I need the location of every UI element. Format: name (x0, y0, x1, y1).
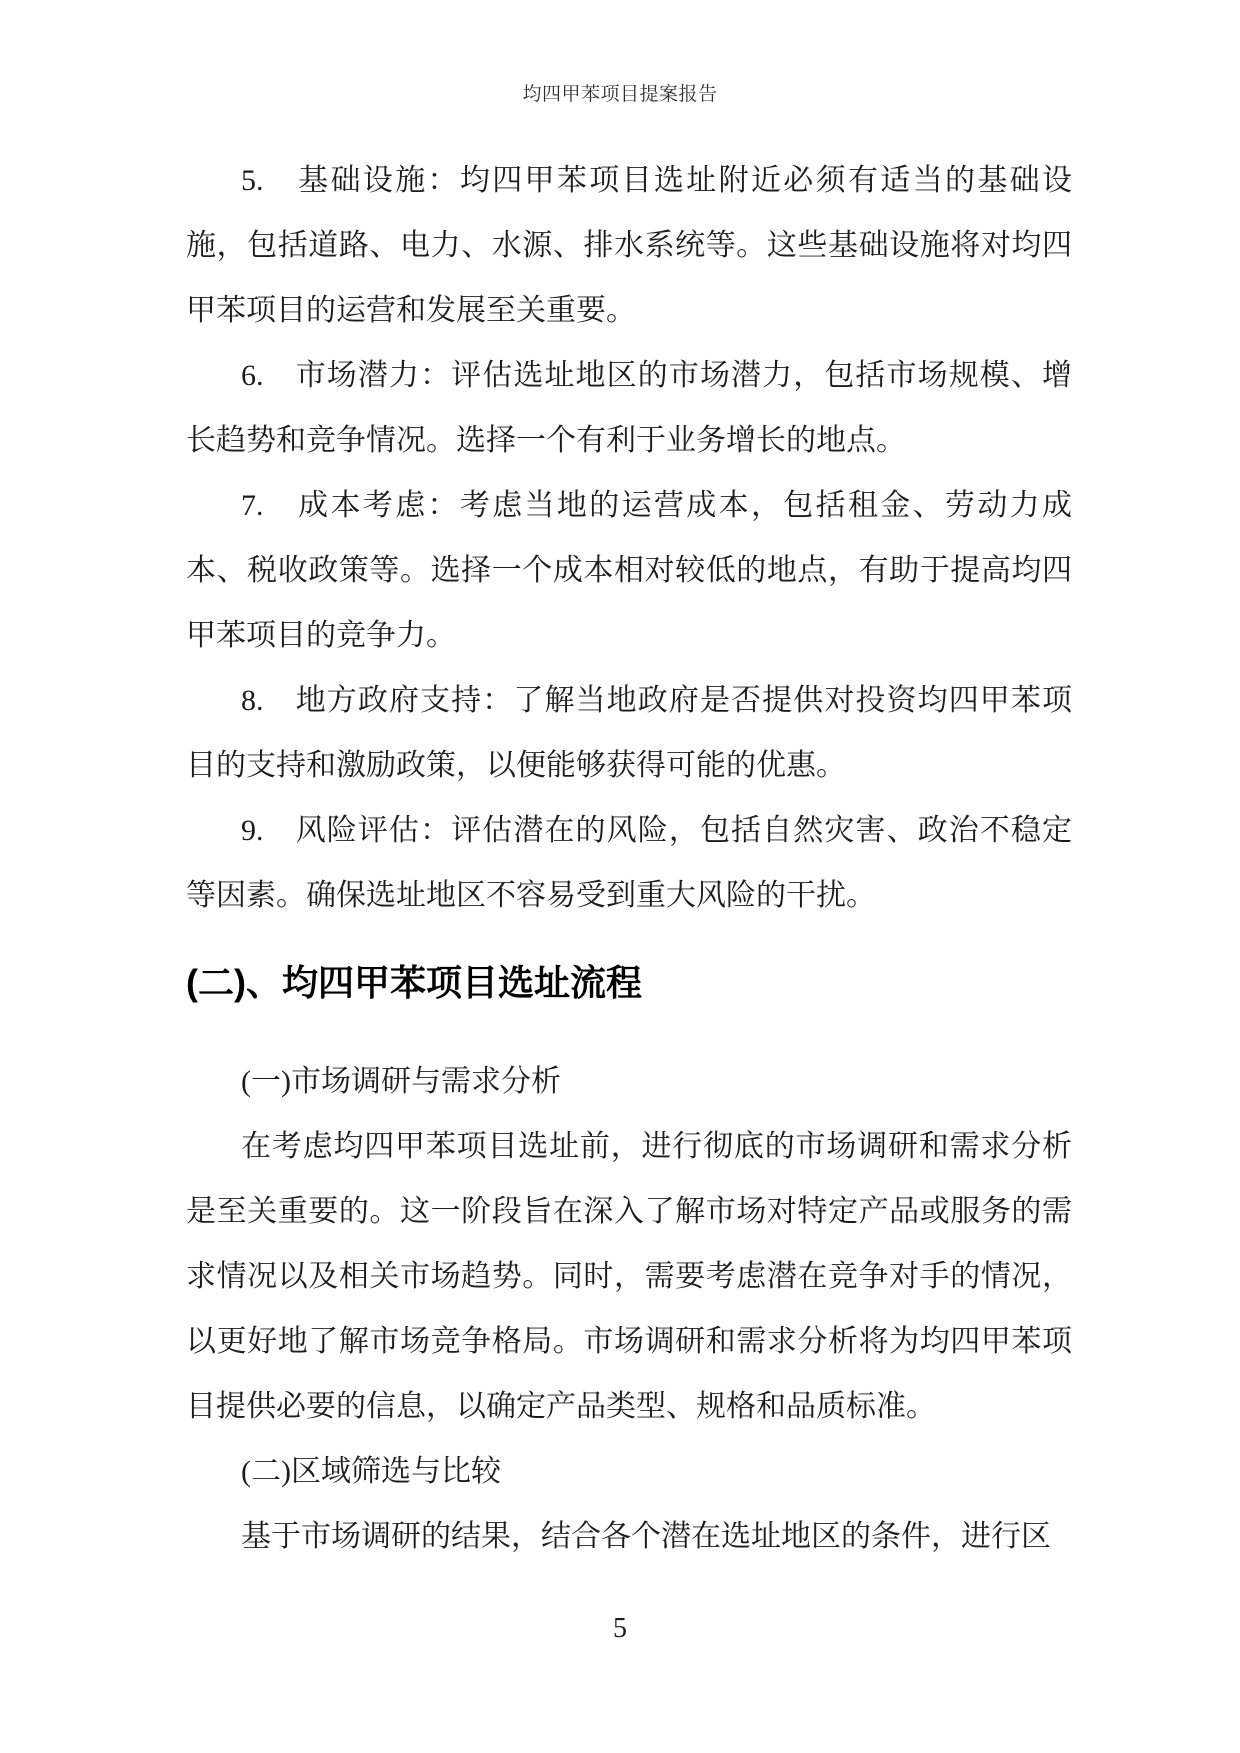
paragraph-market-research: 在考虑均四甲苯项目选址前，进行彻底的市场调研和需求分析是至关重要的。这一阶段旨在深入了解市场对特定产品或服务的需求情况以及相关市场趋势。同时，需要考虑潜在竞争对手的情况，以更好地了解市场竞争格局。市场调研和需求分析将为均四甲苯项目提供必要的信息，以确定产品类型、规格和品质标准。 (186, 1130, 1072, 1423)
subsection-heading-market-research: (一)市场调研与需求分析 (241, 1065, 561, 1098)
page-number: 5 (613, 1613, 627, 1644)
list-item-8-government-support: 8. 地方政府支持：了解当地政府是否提供对投资均四甲苯项目的支持和激励政策，以便能够获得可能的优惠。 (186, 684, 1072, 782)
paragraph-region-screening: 基于市场调研的结果，结合各个潜在选址地区的条件，进行区 (241, 1520, 1051, 1553)
subsection-heading-region-screening: (二)区域筛选与比较 (241, 1455, 501, 1488)
page-header (0, 84, 1240, 106)
section-heading-site-selection-process: (二)、均四甲苯项目选址流程 (186, 962, 642, 1003)
list-item-9-risk-assessment: 9. 风险评估：评估潜在的风险，包括自然灾害、政治不稳定等因素。确保选址地区不容易受到重大风险的干扰。 (186, 814, 1072, 912)
document-title: 均四甲苯项目提案报告 (522, 84, 718, 105)
list-item-5-infrastructure: 5. 基础设施：均四甲苯项目选址附近必须有适当的基础设施，包括道路、电力、水源、排水系统等。这些基础设施将对均四甲苯项目的运营和发展至关重要。 (186, 164, 1072, 327)
page-footer (0, 1612, 1240, 1646)
document-body (186, 148, 1072, 1569)
list-item-7-cost-consideration: 7. 成本考虑：考虑当地的运营成本，包括租金、劳动力成本、税收政策等。选择一个成本相对较低的地点，有助于提高均四甲苯项目的竞争力。 (186, 489, 1072, 652)
list-item-6-market-potential: 6. 市场潜力：评估选址地区的市场潜力，包括市场规模、增长趋势和竞争情况。选择一个有利于业务增长的地点。 (186, 359, 1072, 457)
